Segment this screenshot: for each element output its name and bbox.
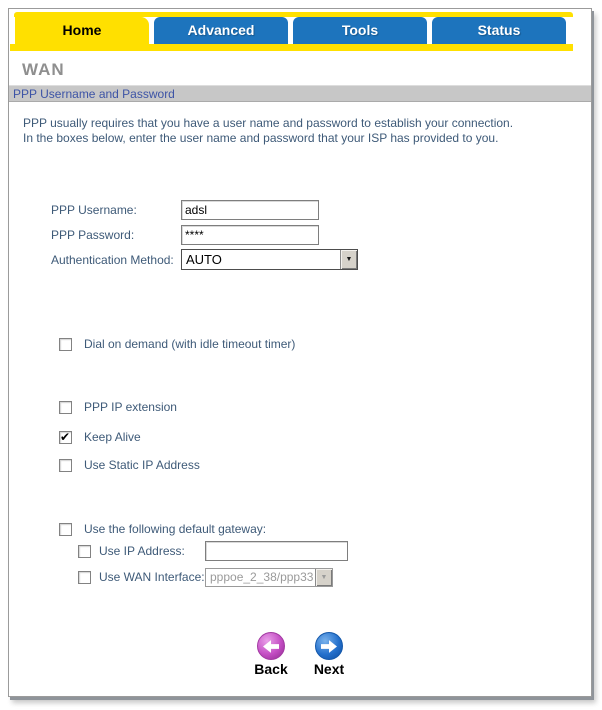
tab-home[interactable]: Home	[15, 17, 149, 44]
keep-alive-checkbox[interactable]	[59, 431, 72, 444]
dropdown-arrow-icon[interactable]: ▼	[340, 250, 357, 269]
use-static-ip-label: Use Static IP Address	[84, 458, 200, 472]
keep-alive-row	[59, 430, 591, 444]
use-static-ip-checkbox[interactable]	[59, 459, 72, 472]
ppp-credentials-form	[51, 197, 591, 272]
dial-on-demand-label: Dial on demand (with idle timeout timer)	[84, 337, 296, 351]
default-gateway-row	[59, 522, 591, 536]
wan-interface-select[interactable]	[205, 568, 333, 587]
description-line-2: In the boxes below, enter the user name and password that your ISP has provided to you.	[23, 131, 499, 145]
section-header: PPP Username and Password	[9, 85, 591, 102]
dial-on-demand-checkbox[interactable]	[59, 338, 72, 351]
authentication-method-select[interactable]	[181, 249, 358, 270]
wizard-navigation	[9, 632, 591, 677]
keep-alive-label: Keep Alive	[84, 430, 141, 444]
tab-tools[interactable]: Tools	[293, 17, 427, 44]
page-description	[23, 116, 591, 146]
default-gateway-checkbox[interactable]	[59, 523, 72, 536]
authentication-method-row	[51, 247, 591, 272]
next-arrow-icon[interactable]	[315, 632, 343, 660]
use-wan-interface-checkbox[interactable]	[78, 571, 91, 584]
ppp-ip-extension-row	[59, 400, 591, 414]
ppp-password-input[interactable]	[181, 225, 319, 245]
use-wan-interface-row	[78, 566, 591, 588]
default-gateway-label: Use the following default gateway:	[84, 522, 267, 536]
ppp-username-input[interactable]	[181, 200, 319, 220]
ppp-username-label: PPP Username:	[51, 202, 137, 217]
back-button-label: Back	[254, 661, 288, 677]
ppp-username-row	[51, 197, 591, 222]
use-static-ip-row	[59, 458, 591, 472]
description-line-1: PPP usually requires that you have a user name and password to establish your connection.	[23, 116, 514, 130]
ppp-ip-extension-checkbox[interactable]	[59, 401, 72, 414]
ppp-ip-extension-label: PPP IP extension	[84, 400, 177, 414]
dropdown-arrow-icon: ▼	[315, 569, 332, 586]
tab-bar	[9, 9, 591, 51]
next-button[interactable]	[307, 632, 351, 677]
dial-on-demand-row	[59, 337, 591, 351]
wan-interface-value: pppoe_2_38/ppp33	[210, 570, 314, 584]
page-title: WAN	[22, 60, 65, 79]
tab-status[interactable]: Status	[432, 17, 566, 44]
authentication-method-label: Authentication Method:	[51, 252, 174, 267]
ppp-password-row	[51, 222, 591, 247]
next-button-label: Next	[313, 661, 345, 677]
gateway-ip-input[interactable]	[205, 541, 348, 561]
use-ip-address-checkbox[interactable]	[78, 545, 91, 558]
back-button[interactable]	[249, 632, 293, 677]
authentication-method-value: AUTO	[186, 252, 222, 267]
back-arrow-icon[interactable]	[257, 632, 285, 660]
tab-advanced[interactable]: Advanced	[154, 17, 288, 44]
use-wan-interface-label: Use WAN Interface:	[99, 570, 205, 584]
use-ip-address-row	[78, 540, 591, 562]
use-ip-address-label: Use IP Address:	[99, 544, 185, 558]
router-admin-page	[8, 8, 592, 697]
tab-bar-underline	[10, 44, 573, 51]
ppp-password-label: PPP Password:	[51, 227, 135, 242]
